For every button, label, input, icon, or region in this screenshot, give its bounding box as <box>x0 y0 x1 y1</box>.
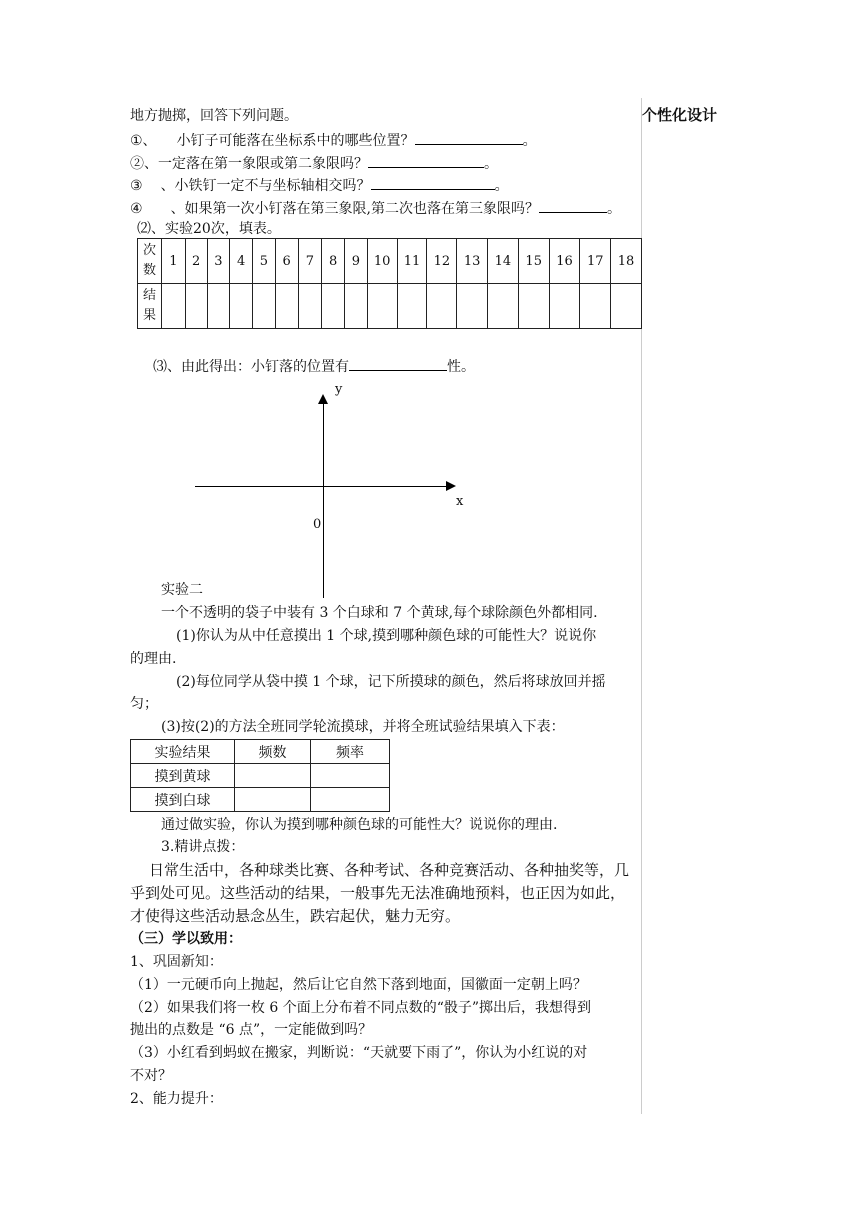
q2-text: ②、一定落在第一象限或第二象限吗？ <box>130 156 368 172</box>
row-label-result: 结 果 <box>138 284 162 329</box>
q4-blank[interactable] <box>539 198 607 213</box>
paragraph-a: 日常生活中，各种球类比赛、各种考试、各种竞赛活动、各种抽奖等，几 <box>149 861 630 879</box>
cell-yellow-rate[interactable] <box>311 764 390 788</box>
y-axis-label: y <box>335 382 343 397</box>
experiment-20-label: ⑵、实验20次，填表。 <box>137 221 281 237</box>
trial-result-cell[interactable] <box>253 284 276 329</box>
q4-num: ④ <box>130 201 143 217</box>
consolidate-q3a: （3）小红看到蚂蚁在搬家，判断说：“天就要下雨了”，你认为小红说的对 <box>130 1045 588 1061</box>
trial-result-cell[interactable] <box>185 284 207 329</box>
question-1: ①、 小钉子可能落在坐标系中的哪些位置？ 。 <box>130 130 537 151</box>
row-yellow: 摸到黄球 <box>131 764 235 788</box>
cell-white-frequency[interactable] <box>235 788 311 812</box>
q1-blank[interactable] <box>415 130 523 145</box>
y-axis-arrow-icon <box>318 394 328 404</box>
header-result: 实验结果 <box>131 740 235 764</box>
trial-table-wrapper <box>137 238 642 333</box>
trial-number-cell: 14 <box>488 239 519 284</box>
trial-number-cell: 1 <box>162 239 186 284</box>
x-axis-arrow-icon <box>446 481 456 491</box>
q1-num: ①、 <box>130 133 157 149</box>
consolidate-q3b: 不对？ <box>130 1068 172 1084</box>
cell-yellow-frequency[interactable] <box>235 764 311 788</box>
trial-number-cell: 7 <box>298 239 322 284</box>
trial-result-cell[interactable] <box>427 284 457 329</box>
experiment-2-title: 实验二 <box>161 582 203 598</box>
trial-result-cell[interactable] <box>549 284 580 329</box>
consolidate-q1: （1）一元硬币向上抛起，然后让它自然下落到地面，国徽面一定朝上吗？ <box>130 977 587 993</box>
cell-white-rate[interactable] <box>311 788 390 812</box>
paragraph-c: 才使得这些活动悬念丛生，跌宕起伏，魅力无穷。 <box>130 907 461 925</box>
sidebar-title: 个性化设计 <box>642 106 718 124</box>
experiment-2-para-2b: 的理由. <box>130 651 177 667</box>
experiment-2-para-5: 通过做实验，你认为摸到哪种颜色球的可能性大？说说你的理由. <box>161 817 558 833</box>
trial-result-cell[interactable] <box>580 284 611 329</box>
trial-number-cell: 6 <box>275 239 298 284</box>
trial-result-cell[interactable] <box>275 284 298 329</box>
experiment-2-para-1: 一个不透明的袋子中装有 3 个白球和 7 个黄球,每个球除颜色外都相同. <box>161 605 598 621</box>
consolidate-q2b: 抛出的点数是 “6 点”，一定能做到吗？ <box>130 1022 373 1038</box>
trial-result-cell[interactable] <box>207 284 230 329</box>
trial-number-cell: 12 <box>427 239 457 284</box>
trial-result-cell[interactable] <box>488 284 519 329</box>
trial-number-cell: 17 <box>580 239 611 284</box>
section-3-title: 3.精讲点拨： <box>161 839 245 855</box>
trial-result-cell[interactable] <box>397 284 427 329</box>
trial-number-cell: 5 <box>253 239 276 284</box>
q1-text: 小钉子可能落在坐标系中的哪些位置？ <box>176 133 415 149</box>
x-axis <box>195 486 453 487</box>
trial-result-cell[interactable] <box>344 284 367 329</box>
ability-title: 2、能力提升： <box>130 1091 223 1107</box>
trial-number-cell: 9 <box>344 239 367 284</box>
question-2: ②、一定落在第一象限或第二象限吗？ 。 <box>130 153 498 174</box>
header-rate: 频率 <box>311 740 390 764</box>
trial-result-cell[interactable] <box>298 284 322 329</box>
q2-blank[interactable] <box>368 153 484 168</box>
q3-num: ③ <box>130 178 143 194</box>
trial-number-cell: 4 <box>230 239 253 284</box>
trial-result-cell[interactable] <box>322 284 345 329</box>
trial-result-cell[interactable] <box>611 284 642 329</box>
trial-result-cell[interactable] <box>367 284 397 329</box>
conclusion-line: ⑶、由此得出：小钉落的位置有 性。 <box>153 356 475 377</box>
results-table <box>130 739 390 812</box>
trial-number-cell: 2 <box>185 239 207 284</box>
experiment-2-para-3a: (2)每位同学从袋中摸 1 个球，记下所摸球的颜色，然后将球放回并摇 <box>176 674 606 690</box>
experiment-2-para-3b: 匀； <box>130 696 158 712</box>
trial-result-cell[interactable] <box>162 284 186 329</box>
y-axis <box>323 398 324 598</box>
trial-number-cell: 3 <box>207 239 230 284</box>
trial-number-cell: 18 <box>611 239 642 284</box>
experiment-2-para-2a: (1)你认为从中任意摸出 1 个球,摸到哪种颜色球的可能性大？说说你 <box>176 628 597 644</box>
trial-number-cell: 8 <box>322 239 345 284</box>
trial-number-cell: 16 <box>549 239 580 284</box>
question-3: ③ 、小铁钉一定不与坐标轴相交吗？ 。 <box>130 175 509 196</box>
trial-result-cell[interactable] <box>457 284 488 329</box>
consolidate-q2a: （2）如果我们将一枚 6 个面上分布着不同点数的“骰子”掷出后，我想得到 <box>130 1000 592 1016</box>
x-axis-label: x <box>456 494 464 509</box>
consolidate-title: 1、巩固新知： <box>130 954 223 970</box>
trial-number-cell: 13 <box>457 239 488 284</box>
question-4: ④ 、如果第一次小钉落在第三象限,第二次也落在第三象限吗？ 。 <box>130 198 621 219</box>
q3-blank[interactable] <box>371 175 495 190</box>
origin-label: 0 <box>313 517 322 532</box>
trial-result-cell[interactable] <box>518 284 549 329</box>
paragraph-b: 乎到处可见。这些活动的结果，一般事先无法准确地预料，也正因为如此， <box>130 884 626 902</box>
trial-number-cell: 15 <box>518 239 549 284</box>
experiment-2-para-4: (3)按(2)的方法全班同学轮流摸球，并将全班试验结果填入下表： <box>161 719 565 735</box>
q4-text: 、如果第一次小钉落在第三象限,第二次也落在第三象限吗？ <box>170 201 540 217</box>
header-frequency: 频数 <box>235 740 311 764</box>
q3-text: 、小铁钉一定不与坐标轴相交吗？ <box>160 178 371 194</box>
trial-number-cell: 11 <box>397 239 427 284</box>
row-label-count: 次 数 <box>138 239 162 284</box>
trial-table <box>137 238 642 329</box>
row-white: 摸到白球 <box>131 788 235 812</box>
trial-result-cell[interactable] <box>230 284 253 329</box>
intro-line: 地方抛掷，回答下列问题。 <box>130 108 298 124</box>
trial-number-cell: 10 <box>367 239 397 284</box>
heading-apply: （三）学以致用： <box>130 931 242 947</box>
conclusion-blank[interactable] <box>349 356 447 371</box>
